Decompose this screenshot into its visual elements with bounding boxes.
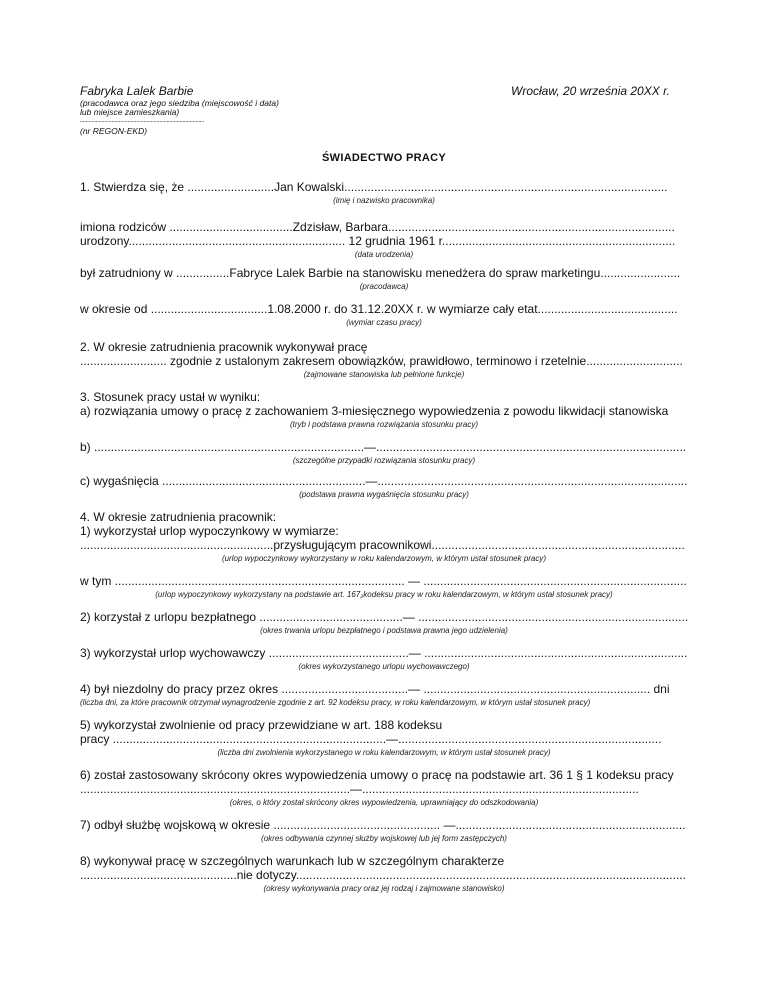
section-4-3: 3) wykorzystał urlop wychowawczy ..........................................— ............................................................................... [80,646,688,660]
hint-section-4-6: (okres, o który został skrócony okres wypowiedzenia, uprawniający do odszkodowania) [229,798,539,807]
section-4-2: 2) korzystał z urlopu bezpłatnego ...........................................— ................................................................................. [80,610,689,624]
section-4-1-body: ..........................................................przysługującym pracownikowi............................................................................ [80,538,685,552]
hint-section-4-2: (okres trwania urlopu bezpłatnego i podstawa prawna jego udzielenia) [260,626,508,635]
section-4-7: 7) odbył służbę wojskową w okresie .................................................. —..................................................................... [80,818,686,832]
hint-born: (data urodzenia) [354,250,414,259]
hint-section-3c: (podstawa prawna wygaśnięcia stosunku pracy) [299,490,469,499]
line-period: w okresie od ...................................1.08.2000 r. do 31.12.20XX r. w wymiarze cały etat.......................................... [80,302,678,316]
section-4-5: 5) wykorzystał zwolnienie od pracy przewidziane w art. 188 kodeksu [80,718,443,732]
line-employee-name: 1. Stwierdza się, że ..........................Jan Kowalski................................................................................................. [80,180,668,194]
section-3c: c) wygaśnięcia .............................................................—............................................................................................. [80,474,688,488]
line-employed: był zatrudniony w ................Fabryce Lalek Barbie na stanowisku menedżera do spraw marketingu........................ [80,266,681,280]
hint-section-4-1-in-that: (urlop wypoczynkowy wykorzystany na podstawie art. 167₂kodeksu pracy w roku kalendarzowym, w którym ustał stosunek pracy) [155,590,613,599]
hint-section-4-4: (liczba dni, za które pracownik otrzymał wynagrodzenie zgodnie z art. 92 kodeksu pracy, w roku kalendarzowym, w którym ustał stosunek pracy) [80,698,591,707]
hint-section-4-5: (liczba dni zwolnienia wykorzystanego w roku kalendarzowym, w którym ustał stosunek pracy) [217,748,551,757]
section-3b: b) .................................................................................—............................................................................................. [80,440,687,454]
hint-employee-name: (imię i nazwisko pracownika) [333,196,435,205]
section-4-6: 6) został zastosowany skrócony okres wypowiedzenia umowy o pracę na podstawie art. 36 1 § 1 kodeksu pracy [80,768,674,782]
employer-note-1: (pracodawca oraz jego siedziba (miejscowość i data) [80,98,279,108]
hint-employed: (pracodawca) [359,282,409,291]
hint-section-3a: (tryb i podstawa prawna rozwiązania stosunku pracy) [289,420,479,429]
section-4-4: 4) był niezdolny do pracy przez okres ......................................— .................................................................... dni [80,682,670,696]
section-2-body: .......................... zgodnie z ustalonym zakresem obowiązków, prawidłowo, terminowo i rzetelnie............................. [80,354,683,368]
document-title: ŚWIADECTWO PRACY [322,152,446,164]
line-born: urodzony................................................................. 12 grudnia 1961 r...................................................................... [80,234,676,248]
hint-section-4-1: (urlop wypoczynkowy wykorzystany w roku kalendarzowym, w którym ustał stosunek pracy) [221,554,547,563]
employer-note-2: lub miejsce zamieszkania) [80,107,180,117]
regon-label: (nr REGON-EKD) [80,126,148,136]
hint-section-4-7: (okres odbywania czynnej służby wojskowej lub jej form zastępczych) [261,834,507,843]
section-4-8: 8) wykonywał pracę w szczególnych warunkach lub w szczególnym charakterze [80,854,505,868]
section-2-heading: 2. W okresie zatrudnienia pracownik wykonywał pracę [80,340,368,354]
section-4-1: 1) wykorzystał urlop wypoczynkowy w wymiarze: [80,524,339,538]
section-4-1-in-that: w tym ....................................................................................... — ............................................................................... [80,574,687,588]
section-4-8-body: ...............................................nie dotyczy..................................................................................................................... [80,868,686,882]
section-4-5-body: pracy ..................................................................................—............................................................................... [80,732,662,746]
section-3a: a) rozwiązania umowy o pracę z zachowaniem 3-miesięcznego wypowiedzenia z powodu likwidacji stanowiska [80,404,669,418]
place-date: Wrocław, 20 września 20XX r. [511,84,670,98]
hint-section-2: (zajmowane stanowiska lub pełnione funkcje) [303,370,465,379]
section-3-heading: 3. Stosunek pracy ustał w wyniku: [80,390,261,404]
section-4-6-body: .................................................................................—................................................................................... [80,782,639,796]
hint-period: (wymiar czasu pracy) [346,318,422,327]
section-4-heading: 4. W okresie zatrudnienia pracownik: [80,510,277,524]
hint-section-4-3: (okres wykorzystanego urlopu wychowawczego) [298,662,470,671]
line-parents: imiona rodziców .....................................Zdzisław, Barbara...................................................................................... [80,220,675,234]
regon-dots: ...................................................................................... [80,117,205,124]
hint-section-4-8: (okresy wykonywania pracy oraz jej rodzaj i zajmowane stanowisko) [263,884,505,893]
hint-section-3b: (szczególne przypadki rozwiązania stosunku pracy) [292,456,476,465]
employer-name: Fabryka Lalek Barbie [80,84,194,98]
